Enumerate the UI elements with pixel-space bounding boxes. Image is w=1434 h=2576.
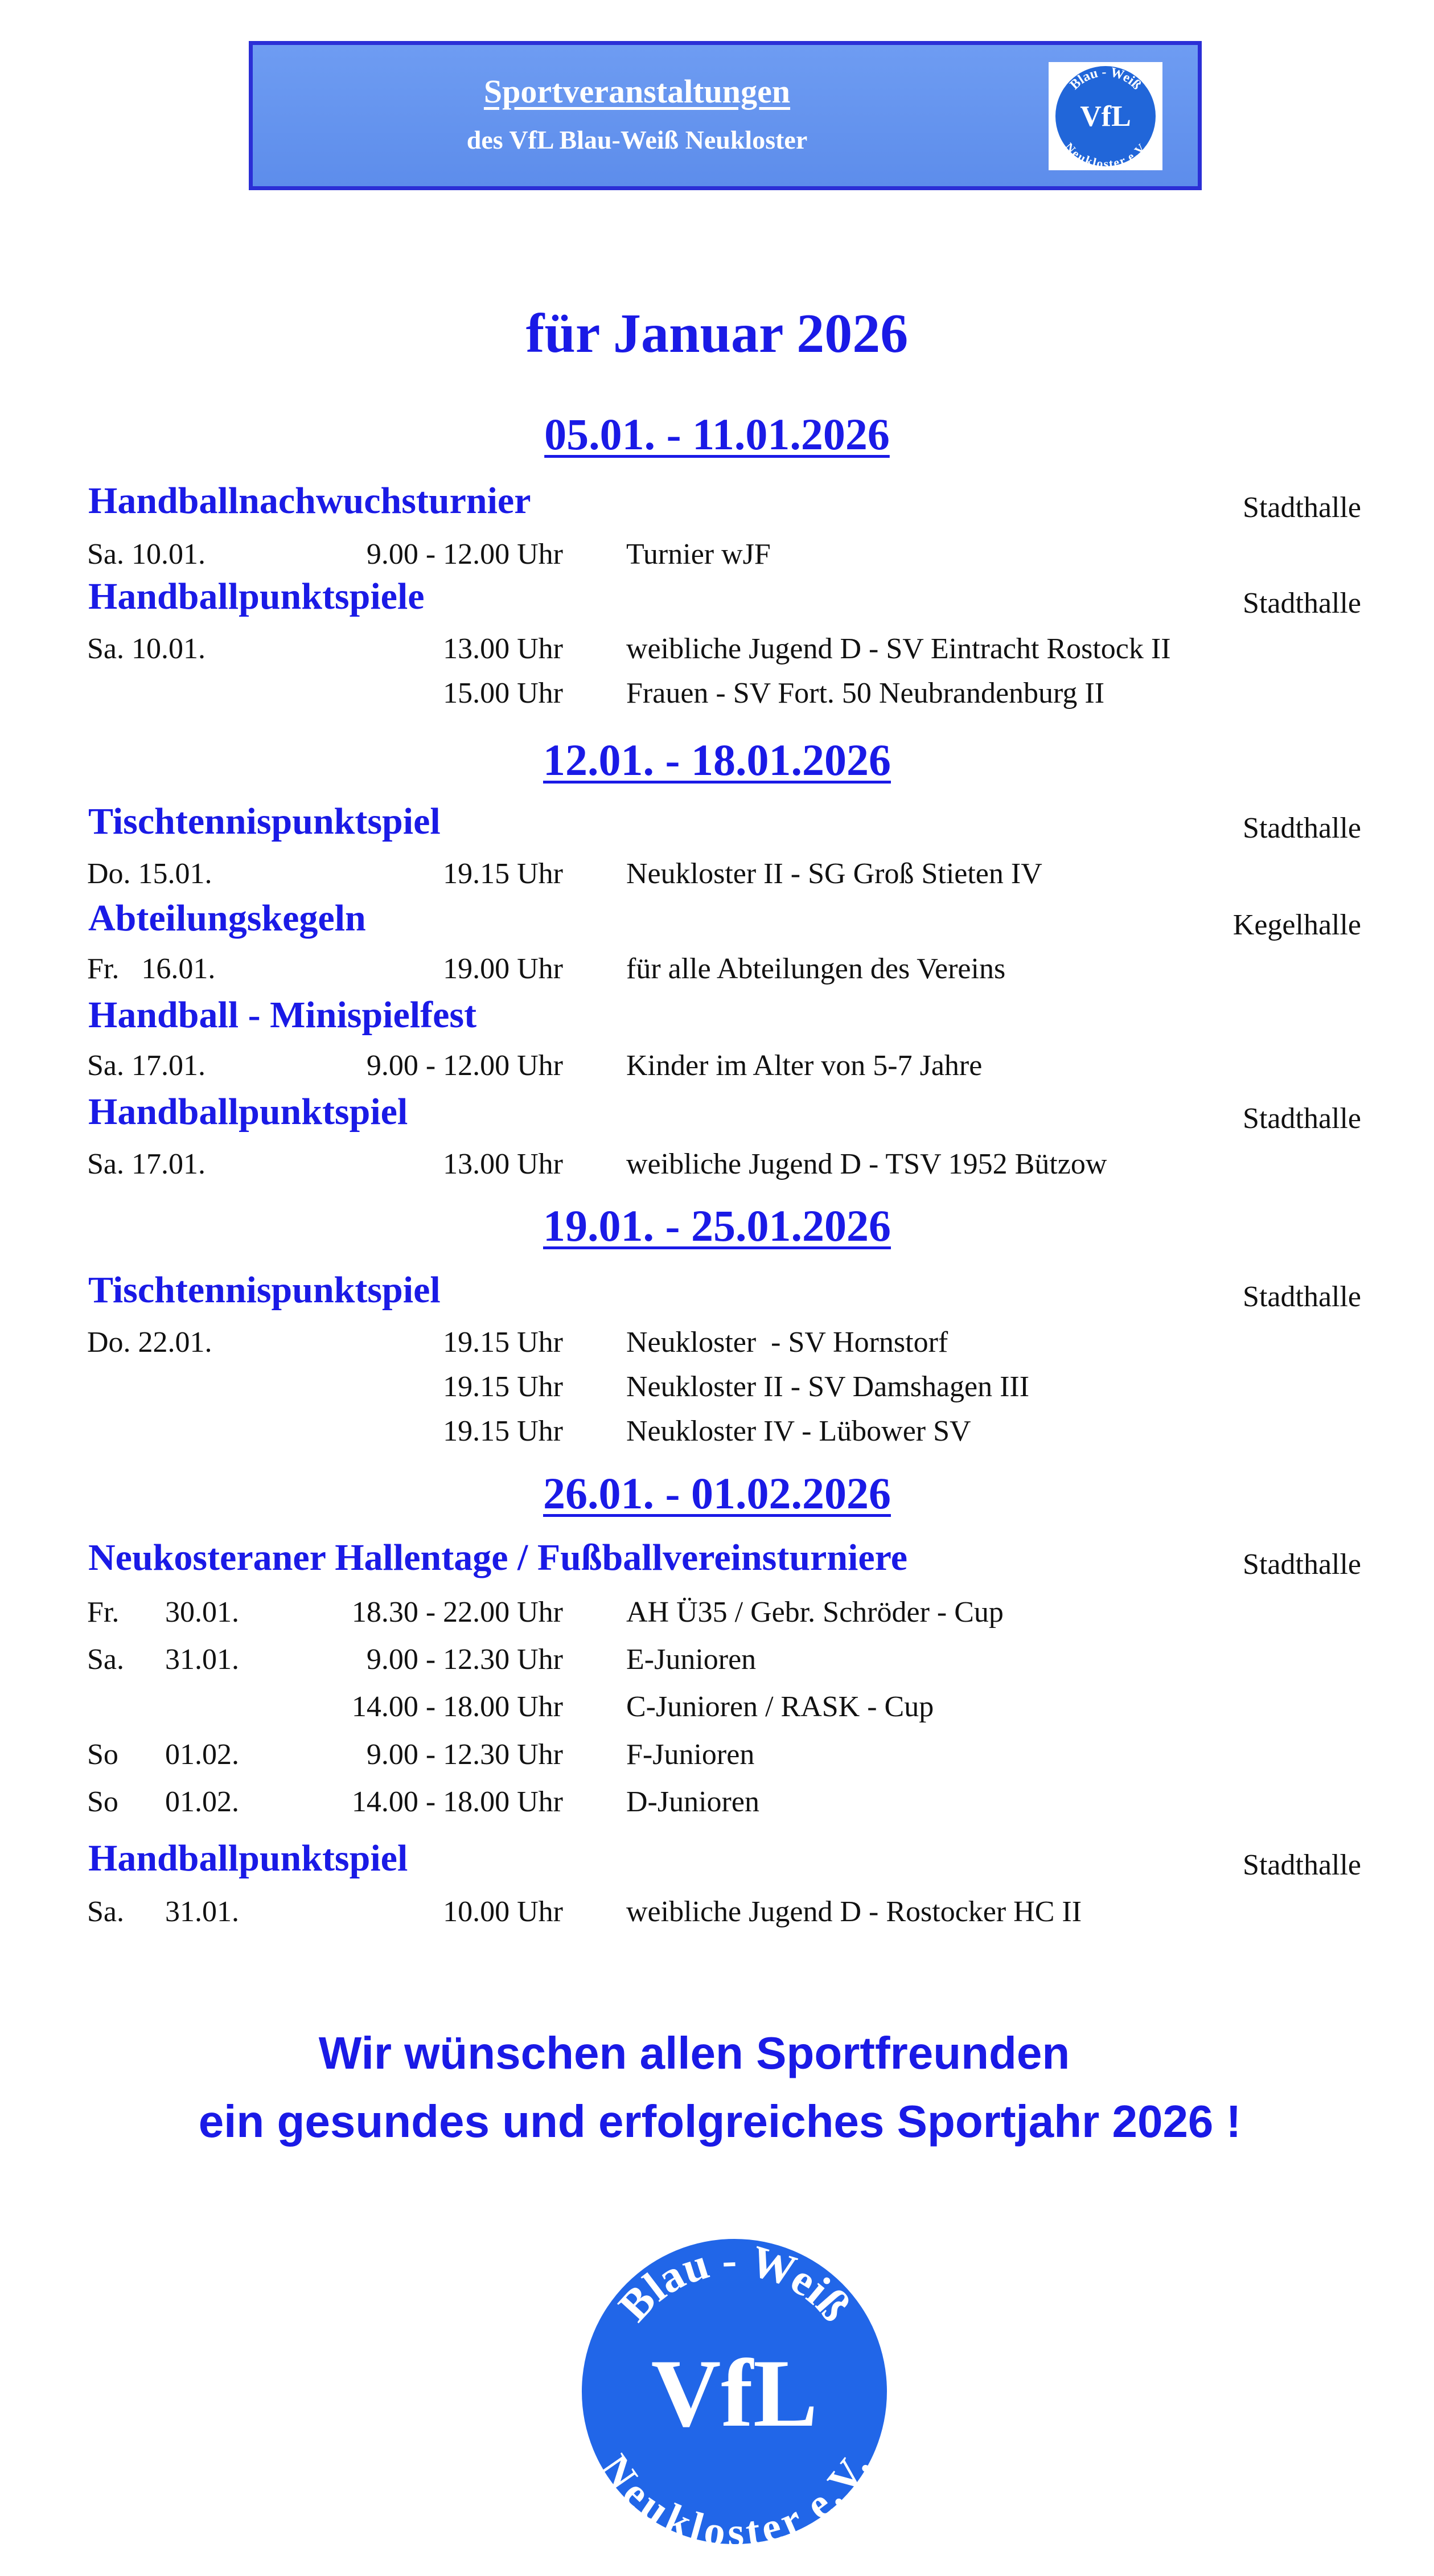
row-time: 19.00 Uhr xyxy=(443,953,563,985)
row-desc: Neukloster II - SV Damshagen III xyxy=(626,1371,1030,1403)
row-time: 19.15 Uhr xyxy=(443,1371,563,1403)
row-time: 10.00 Uhr xyxy=(443,1896,563,1928)
week-heading: 19.01. - 25.01.2026 xyxy=(543,1201,891,1250)
row-desc: weibliche Jugend D - SV Eintracht Rostock II xyxy=(626,633,1171,665)
closing-line-1: Wir wünschen allen Sportfreunden xyxy=(318,2028,1070,2078)
event-row xyxy=(0,1738,1434,1778)
row-weekday: Fr. xyxy=(87,1596,120,1629)
week-heading: 12.01. - 18.01.2026 xyxy=(543,735,891,785)
event-venue: Stadthalle xyxy=(1243,1849,1361,1881)
row-day: Do. 15.01. xyxy=(87,858,212,890)
row-desc: Neukloster IV - Lübower SV xyxy=(626,1415,971,1447)
event-title: Tischtennispunktspiel xyxy=(88,801,441,842)
row-desc: Frauen - SV Fort. 50 Neubrandenburg II xyxy=(626,677,1105,709)
event-row xyxy=(0,676,1434,716)
row-day: Fr. 16.01. xyxy=(87,953,216,985)
row-date: 31.01. xyxy=(165,1643,239,1676)
large-logo-bottom-text: Neukloster e.V. xyxy=(590,2446,880,2551)
logo-top-text: Blau - Weiß xyxy=(1067,64,1144,93)
event-row xyxy=(0,632,1434,672)
event-venue: Stadthalle xyxy=(1243,1281,1361,1313)
row-desc: C-Junioren / RASK - Cup xyxy=(626,1691,934,1723)
row-desc: weibliche Jugend D - TSV 1952 Bützow xyxy=(626,1148,1107,1180)
row-time: 9.00 - 12.00 Uhr xyxy=(366,538,563,571)
closing-line-2: ein gesundes und erfolgreiches Sportjahr 2026 ! xyxy=(198,2096,1242,2147)
row-desc: Neukloster II - SG Groß Stieten IV xyxy=(626,858,1042,890)
event-row xyxy=(0,1414,1434,1454)
row-day: Sa. 17.01. xyxy=(87,1049,206,1082)
row-desc: AH Ü35 / Gebr. Schröder - Cup xyxy=(626,1596,1004,1629)
row-time: 13.00 Uhr xyxy=(443,1148,563,1180)
event-title: Handballpunktspiele xyxy=(88,576,425,617)
header-banner xyxy=(249,41,1202,190)
event-title: Abteilungskegeln xyxy=(88,897,366,939)
row-time: 14.00 - 18.00 Uhr xyxy=(351,1691,563,1723)
row-day: Sa. 10.01. xyxy=(87,538,206,571)
event-row xyxy=(0,1326,1434,1365)
event-title: Handball - Minispielfest xyxy=(88,994,477,1036)
row-time: 13.00 Uhr xyxy=(443,633,563,665)
row-weekday: So xyxy=(87,1738,118,1771)
row-desc: Turnier wJF xyxy=(626,538,771,571)
event-title: Neukosteraner Hallentage / Fußballvereinsturniere xyxy=(88,1537,908,1578)
logo-center-text: VfL xyxy=(1080,100,1131,133)
week-heading: 05.01. - 11.01.2026 xyxy=(544,409,890,459)
row-desc: weibliche Jugend D - Rostocker HC II xyxy=(626,1896,1082,1928)
row-weekday: Sa. xyxy=(87,1896,124,1928)
row-date: 01.02. xyxy=(165,1738,239,1771)
event-row xyxy=(0,1049,1434,1089)
row-desc: Kinder im Alter von 5-7 Jahre xyxy=(626,1049,983,1082)
row-desc: F-Junioren xyxy=(626,1738,755,1771)
event-row xyxy=(0,1895,1434,1935)
row-desc: E-Junioren xyxy=(626,1643,757,1676)
club-logo-icon xyxy=(1049,62,1162,170)
event-venue: Kegelhalle xyxy=(1232,909,1361,941)
event-row xyxy=(0,1690,1434,1730)
event-row xyxy=(0,1785,1434,1825)
month-title: für Januar 2026 xyxy=(525,303,909,364)
logo-bottom-text: Neukloster e.V. xyxy=(1062,140,1150,170)
row-day: Do. 22.01. xyxy=(87,1326,212,1359)
row-day: Sa. 10.01. xyxy=(87,633,206,665)
row-weekday: So xyxy=(87,1786,118,1818)
event-row xyxy=(0,1370,1434,1410)
event-venue: Stadthalle xyxy=(1243,1548,1361,1581)
row-day: Sa. 17.01. xyxy=(87,1148,206,1180)
event-venue: Stadthalle xyxy=(1243,491,1361,524)
row-date: 31.01. xyxy=(165,1896,239,1928)
event-row xyxy=(0,857,1434,897)
event-row xyxy=(0,1643,1434,1683)
event-row xyxy=(0,952,1434,992)
row-time: 19.15 Uhr xyxy=(443,1415,563,1447)
event-title: Handballpunktspiel xyxy=(88,1091,408,1133)
row-time: 19.15 Uhr xyxy=(443,1326,563,1359)
row-time: 9.00 - 12.00 Uhr xyxy=(366,1049,563,1082)
week-heading: 26.01. - 01.02.2026 xyxy=(543,1469,891,1518)
event-title: Handballnachwuchsturnier xyxy=(88,480,531,522)
event-row xyxy=(0,538,1434,577)
event-title: Tischtennispunktspiel xyxy=(88,1269,441,1311)
event-venue: Stadthalle xyxy=(1243,812,1361,844)
event-row xyxy=(0,1147,1434,1187)
club-logo-large xyxy=(558,2232,911,2551)
row-time: 9.00 - 12.30 Uhr xyxy=(366,1738,563,1771)
row-time: 15.00 Uhr xyxy=(443,677,563,709)
row-weekday: Sa. xyxy=(87,1643,124,1676)
row-date: 30.01. xyxy=(165,1596,239,1629)
large-logo-center-text: VfL xyxy=(651,2340,818,2447)
event-title: Handballpunktspiel xyxy=(88,1837,408,1879)
header-subtitle: des VfL Blau-Weiß Neukloster xyxy=(466,125,808,154)
row-time: 18.30 - 22.00 Uhr xyxy=(351,1596,563,1629)
row-date: 01.02. xyxy=(165,1786,239,1818)
row-time: 14.00 - 18.00 Uhr xyxy=(351,1786,563,1818)
row-desc: für alle Abteilungen des Vereins xyxy=(626,953,1006,985)
event-row xyxy=(0,1595,1434,1635)
header-title: Sportveranstaltungen xyxy=(483,73,791,110)
row-desc: D-Junioren xyxy=(626,1786,759,1818)
club-logo-large-icon xyxy=(558,2232,911,2551)
event-venue: Stadthalle xyxy=(1243,587,1361,620)
row-time: 9.00 - 12.30 Uhr xyxy=(366,1643,563,1676)
club-logo-small xyxy=(1049,62,1162,170)
event-venue: Stadthalle xyxy=(1243,1102,1361,1135)
row-desc: Neukloster - SV Hornstorf xyxy=(626,1326,948,1359)
row-time: 19.15 Uhr xyxy=(443,858,563,890)
large-logo-top-text: Blau - Weiß xyxy=(609,2234,861,2331)
